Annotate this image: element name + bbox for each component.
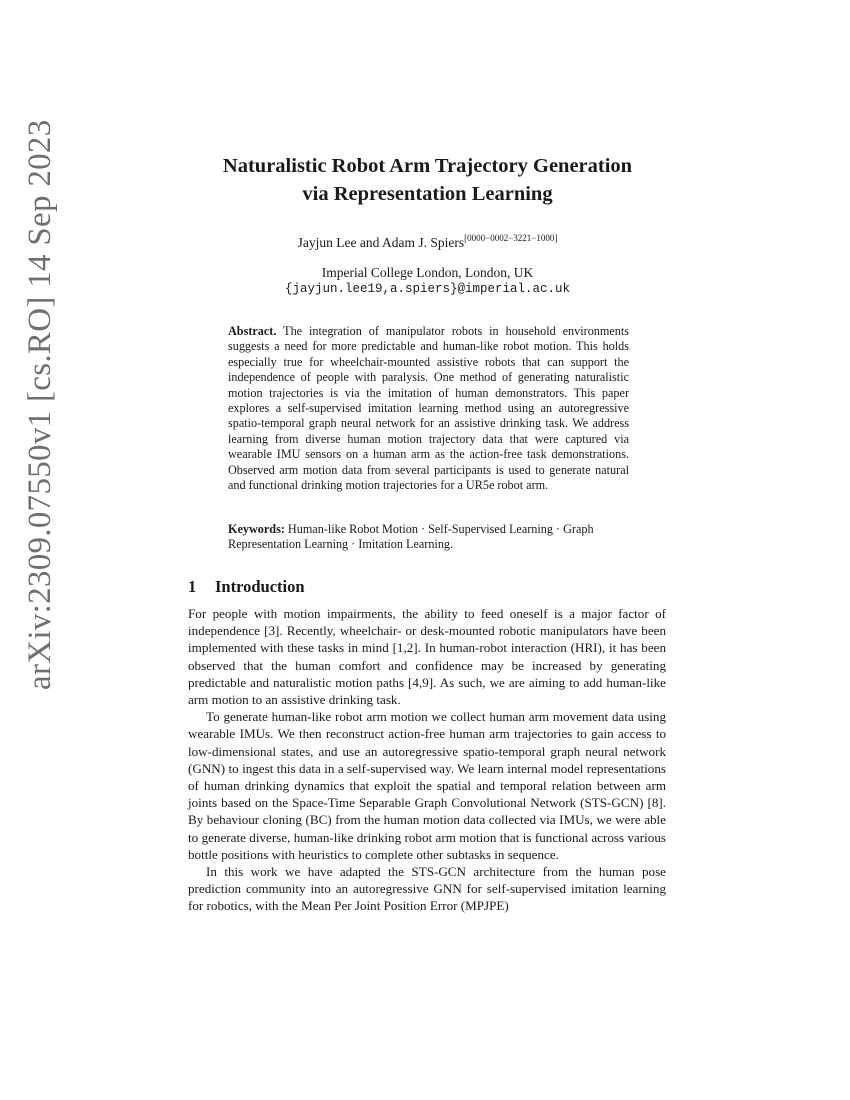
abstract-text: The integration of manipulator robots in household environments suggests a need for more predictable and human-like robot motion. This holds especially true for wheelchair-mounted assistive robots that can support the independence of people with paralysis. One method of generating naturalistic motion trajectories is via the imitation of human demonstrators. This paper explores a self-supervised imitation learning method using an autoregressive spatio-temporal graph neural network for an assistive drinking task. We address learning from diverse human motion trajectory data that were captured via wearable IMU sensors on a human arm as the action-free task demonstrations. Observed arm motion data from several participants is used to generate natural and functional drinking motion trajectories for a UR5e robot arm. — [228, 324, 629, 493]
paragraph-3: In this work we have adapted the STS-GCN architecture from the human pose prediction community into an autoregressive GNN for self-supervised imitation learning for robotics, with the Mean Per Joint Position Error (MPJPE) — [188, 864, 666, 914]
title-line-1: Naturalistic Robot Arm Trajectory Generation — [222, 155, 633, 177]
authors — [150, 233, 705, 251]
title-line-2: via Representation Learning — [302, 183, 553, 205]
affiliation: Imperial College London, London, UK — [321, 265, 534, 280]
paragraph-2: To generate human-like robot arm motion we collect human arm movement data using wearable IMUs. We then reconstruct action-free human arm trajectories to gain access to low-dimensional states, and use an autoregressive spatio-temporal graph neural network (GNN) to ingest this data in a self-supervised way. We learn internal model representations of human drinking dynamics that exploit the spatial and temporal relation between arm joints based on the Space-Time Separable Graph Convolutional Network (STS-GCN) [8]. By behaviour cloning (BC) from the human motion data collected via IMUs, we were able to generate diverse, human-like drinking robot arm motion that is functional across various bottle positions with heuristics to complete other subtasks in sequence. — [188, 709, 666, 862]
body-text — [188, 605, 666, 915]
affiliation-block — [150, 264, 705, 298]
abstract — [228, 324, 629, 493]
keywords-label: Keywords: — [228, 522, 285, 536]
section-title: Introduction — [215, 577, 305, 596]
section-heading — [188, 577, 305, 597]
arxiv-stamp: arXiv:2309.07550v1 [cs.RO] 14 Sep 2023 — [22, 119, 58, 690]
keywords — [228, 522, 638, 553]
orcid-id: [0000−0002−3221−1000] — [464, 233, 558, 243]
author-names: Jayjun Lee and Adam J. Spiers — [297, 235, 465, 250]
paragraph-1: For people with motion impairments, the ability to feed oneself is a major factor of independence [3]. Recently, wheelchair- or desk-mounted robotic manipulators have been implemented with these tasks in mind [1,2]. In human-robot interaction (HRI), it has been observed that the human comfort and confidence may be increased by generating predictable and naturalistic motion paths [4,9]. As such, we are aiming to add human-like arm motion to an assistive drinking task. — [188, 606, 666, 708]
abstract-label: Abstract. — [228, 324, 277, 338]
section-number: 1 — [188, 577, 197, 596]
keywords-text: Human-like Robot Motion · Self-Supervised Learning · Graph Representation Learning · Imitation Learning. — [228, 522, 594, 552]
paper-title — [150, 152, 705, 208]
author-email: {jayjun.lee19,a.spiers}@imperial.ac.uk — [284, 282, 571, 296]
